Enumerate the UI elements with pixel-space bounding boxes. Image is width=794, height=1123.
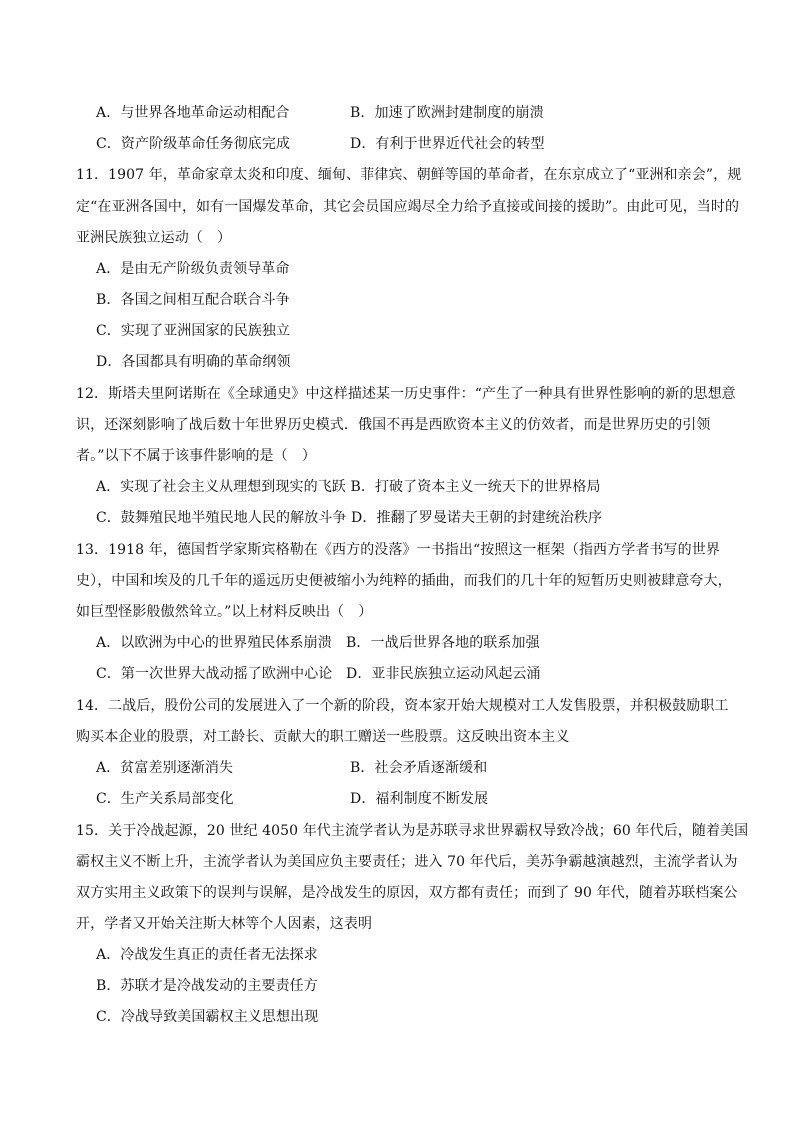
q14-option-a: A．贫富差别逐渐消失 bbox=[96, 760, 234, 776]
q15-stem-line-2: 霸权主义不断上升，主流学者认为美国应负主要责任；进入 70 年代后，美苏争霸越演越烈，主流学者认为 bbox=[76, 854, 738, 870]
q15-stem-line-1: 15．关于冷战起源，20 世纪 4050 年代主流学者认为是苏联寻求世界霸权导致冷战；60 年代后，随着美国 bbox=[76, 823, 749, 839]
q11-stem-line-1: 11．1907 年，革命家章太炎和印度、缅甸、菲律宾、朝鲜等国的革命者，在东京成立了“亚洲和亲会”，规 bbox=[76, 167, 742, 183]
q15-option-a: A．冷战发生真正的责任者无法探求 bbox=[96, 947, 318, 963]
q13-option-d: D．亚非民族独立运动风起云涌 bbox=[346, 666, 541, 682]
q11-stem-line-2: 定“在亚洲各国中，如有一国爆发革命，其它会员国应竭尽全力给予直接或间接的援助”。由此可见，当时的 bbox=[76, 199, 740, 215]
q12-stem-line-3: 者。”以下不属于该事件影响的是（ ） bbox=[76, 448, 316, 464]
q13-option-c: C．第一次世界大战动摇了欧洲中心论 bbox=[96, 666, 333, 682]
q10-option-d: D．有利于世界近代社会的转型 bbox=[350, 136, 545, 152]
q14-stem-line-1: 14．二战后，股份公司的发展进入了一个新的阶段，资本家开始大规模对工人发售股票，并积极鼓励职工 bbox=[76, 698, 729, 714]
q11-option-b: B．各国之间相互配合联合斗争 bbox=[96, 292, 290, 308]
q13-stem-line-1: 13．1918 年，德国哲学家斯宾格勒在《西方的没落》一书指出“按照这一框架（指西方学者书写的世界 bbox=[76, 542, 720, 558]
q12-stem-line-2: 识，还深刻影响了战后数十年世界历史模式．俄国不再是西欧资本主义的仿效者，而是世界历史的引领 bbox=[76, 417, 711, 433]
q11-option-a: A．是由无产阶级负责领导革命 bbox=[96, 261, 290, 277]
q15-stem-line-3: 双方实用主义政策下的误判与误解，是冷战发生的原因，双方都有责任；而到了 90 年代，随着苏联档案公 bbox=[76, 885, 738, 901]
q12-stem-line-1: 12．斯塔夫里阿诺斯在《全球通史》中这样描述某一历史事件：“产生了一种具有世界性影响的新的思想意 bbox=[76, 386, 736, 402]
q13-option-a: A．以欧洲为中心的世界殖民体系崩溃 bbox=[96, 635, 332, 651]
q13-stem-line-2: 史），中国和埃及的几千年的遥远历史便被缩小为纯粹的插曲，而我们的几十年的短暂历史则被肆意夸大， bbox=[76, 573, 732, 589]
q15-option-b: B．苏联才是冷战发动的主要责任方 bbox=[96, 978, 318, 994]
q12-options-cd: C．鼓舞殖民地半殖民地人民的解放斗争 D．推翻了罗曼诺夫王朝的封建统治秩序 bbox=[96, 510, 603, 526]
q13-stem-line-3: 如巨型怪影般傲然耸立。”以上材料反映出（ ） bbox=[76, 604, 373, 620]
q11-stem-line-3: 亚洲民族独立运动（ ） bbox=[76, 230, 232, 246]
q14-option-b: B．社会矛盾逐渐缓和 bbox=[350, 760, 488, 776]
q12-options-ab: A．实现了社会主义从理想到现实的飞跃 B．打破了资本主义一统天下的世界格局 bbox=[96, 479, 601, 495]
q11-option-c: C．实现了亚洲国家的民族独立 bbox=[96, 323, 291, 339]
q14-stem-line-2: 购买本企业的股票，对工龄长、贡献大的职工赠送一些股票。这反映出资本主义 bbox=[76, 729, 570, 745]
q11-option-d: D．各国都具有明确的革命纲领 bbox=[96, 354, 291, 370]
q10-option-a: A．与世界各地革命运动相配合 bbox=[96, 105, 290, 121]
q10-option-b: B．加速了欧洲封建制度的崩溃 bbox=[350, 105, 544, 121]
q10-option-c: C．资产阶级革命任务彻底完成 bbox=[96, 136, 291, 152]
q15-stem-line-4: 开，学者又开始关注斯大林等个人因素，这表明 bbox=[76, 916, 373, 932]
q13-option-b: B．一战后世界各地的联系加强 bbox=[346, 635, 540, 651]
q15-option-c: C．冷战导致美国霸权主义思想出现 bbox=[96, 1009, 319, 1025]
q14-option-d: D．福利制度不断发展 bbox=[350, 791, 489, 807]
q14-option-c: C．生产关系局部变化 bbox=[96, 791, 234, 807]
